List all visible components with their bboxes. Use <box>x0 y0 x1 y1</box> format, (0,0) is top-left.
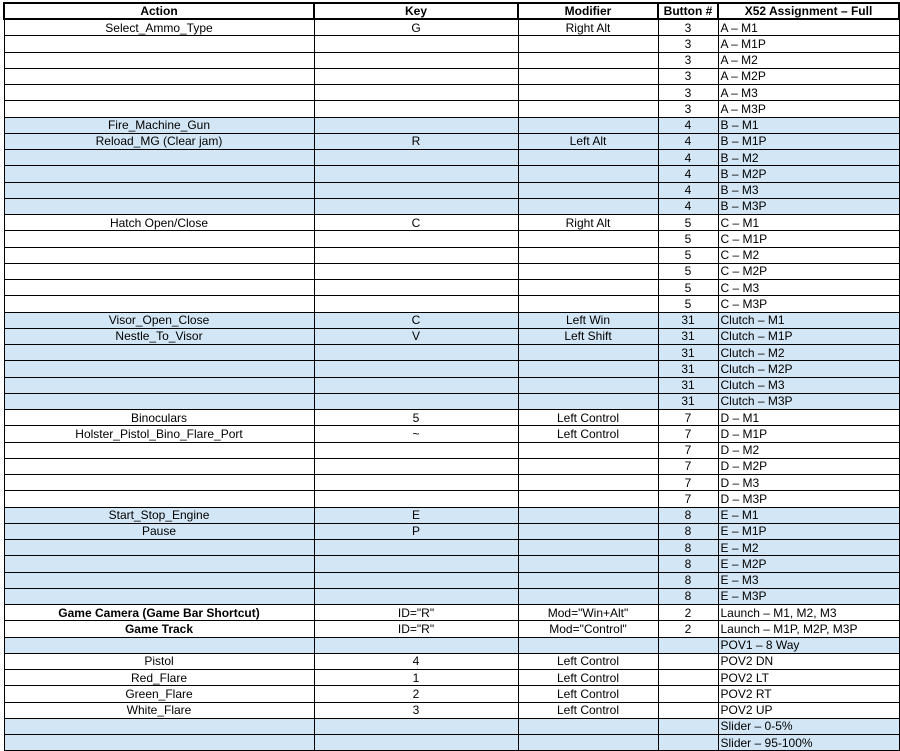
table-row <box>4 85 899 101</box>
cell-x52-assignment: A – M2 <box>718 52 899 68</box>
cell-key <box>314 556 518 572</box>
cell-x52-assignment: B – M2 <box>718 150 899 166</box>
cell-button-number: 3 <box>658 19 718 36</box>
cell-modifier <box>518 507 658 523</box>
table-row <box>4 410 899 426</box>
table-row <box>4 475 899 491</box>
cell-key <box>314 718 518 734</box>
cell-x52-assignment: C – M2 <box>718 247 899 263</box>
cell-modifier <box>518 442 658 458</box>
table-row <box>4 718 899 734</box>
cell-x52-assignment: POV1 – 8 Way <box>718 637 899 653</box>
cell-action <box>4 442 314 458</box>
cell-modifier: Left Control <box>518 702 658 718</box>
cell-action <box>4 296 314 312</box>
cell-x52-assignment: C – M2P <box>718 263 899 279</box>
cell-key: V <box>314 328 518 344</box>
table-row <box>4 507 899 523</box>
cell-modifier <box>518 231 658 247</box>
cell-button-number: 31 <box>658 312 718 328</box>
cell-modifier <box>518 572 658 588</box>
table-row <box>4 377 899 393</box>
cell-button-number: 3 <box>658 36 718 52</box>
cell-x52-assignment: C – M1P <box>718 231 899 247</box>
header-modifier: Modifier <box>518 3 658 19</box>
header-row <box>4 3 899 19</box>
header-key: Key <box>314 3 518 19</box>
cell-x52-assignment: B – M1P <box>718 133 899 149</box>
cell-x52-assignment: E – M3P <box>718 588 899 604</box>
table-row <box>4 686 899 702</box>
cell-key <box>314 231 518 247</box>
cell-modifier: Left Shift <box>518 328 658 344</box>
cell-key <box>314 36 518 52</box>
table-row <box>4 263 899 279</box>
cell-x52-assignment: D – M1P <box>718 426 899 442</box>
cell-modifier <box>518 393 658 409</box>
cell-action <box>4 718 314 734</box>
cell-x52-assignment: C – M3 <box>718 280 899 296</box>
cell-action: Select_Ammo_Type <box>4 19 314 36</box>
table-row <box>4 523 899 539</box>
cell-action <box>4 85 314 101</box>
table-row <box>4 702 899 718</box>
cell-x52-assignment: Clutch – M2 <box>718 345 899 361</box>
cell-button-number: 8 <box>658 507 718 523</box>
cell-action: Start_Stop_Engine <box>4 507 314 523</box>
cell-modifier <box>518 198 658 214</box>
table-row <box>4 328 899 344</box>
cell-x52-assignment: Slider – 95-100% <box>718 735 899 751</box>
table-row <box>4 182 899 198</box>
cell-modifier <box>518 637 658 653</box>
cell-action: Pistol <box>4 653 314 669</box>
cell-key <box>314 475 518 491</box>
cell-modifier <box>518 540 658 556</box>
cell-modifier <box>518 491 658 507</box>
cell-key: 2 <box>314 686 518 702</box>
cell-key <box>314 572 518 588</box>
table-row <box>4 19 899 36</box>
table-row <box>4 150 899 166</box>
cell-button-number: 5 <box>658 280 718 296</box>
cell-action: Reload_MG (Clear jam) <box>4 133 314 149</box>
cell-modifier: Mod="Win+Alt" <box>518 605 658 621</box>
cell-modifier <box>518 117 658 133</box>
cell-key: G <box>314 19 518 36</box>
cell-key <box>314 101 518 117</box>
table-row <box>4 621 899 637</box>
table-row <box>4 36 899 52</box>
table-row <box>4 52 899 68</box>
cell-button-number <box>658 637 718 653</box>
cell-button-number: 7 <box>658 442 718 458</box>
cell-action <box>4 198 314 214</box>
cell-action: White_Flare <box>4 702 314 718</box>
table-row <box>4 101 899 117</box>
cell-button-number: 2 <box>658 621 718 637</box>
cell-action: Green_Flare <box>4 686 314 702</box>
cell-x52-assignment: D – M3P <box>718 491 899 507</box>
table-row <box>4 133 899 149</box>
cell-modifier <box>518 556 658 572</box>
cell-modifier: Left Win <box>518 312 658 328</box>
cell-x52-assignment: E – M2 <box>718 540 899 556</box>
cell-action <box>4 588 314 604</box>
table-row <box>4 540 899 556</box>
cell-modifier <box>518 718 658 734</box>
cell-key <box>314 150 518 166</box>
cell-action <box>4 263 314 279</box>
cell-action <box>4 36 314 52</box>
cell-button-number <box>658 670 718 686</box>
cell-button-number: 4 <box>658 133 718 149</box>
cell-button-number: 4 <box>658 117 718 133</box>
cell-action <box>4 231 314 247</box>
table-row <box>4 247 899 263</box>
cell-x52-assignment: D – M1 <box>718 410 899 426</box>
header-x52-assignment: X52 Assignment – Full <box>718 3 899 19</box>
cell-x52-assignment: B – M2P <box>718 166 899 182</box>
cell-x52-assignment: A – M1 <box>718 19 899 36</box>
cell-button-number: 31 <box>658 328 718 344</box>
table-row <box>4 653 899 669</box>
cell-action <box>4 556 314 572</box>
cell-button-number: 7 <box>658 458 718 474</box>
cell-x52-assignment: POV2 DN <box>718 653 899 669</box>
cell-button-number: 8 <box>658 588 718 604</box>
cell-x52-assignment: POV2 RT <box>718 686 899 702</box>
cell-key: 5 <box>314 410 518 426</box>
cell-button-number: 3 <box>658 52 718 68</box>
cell-key: 4 <box>314 653 518 669</box>
cell-x52-assignment: POV2 UP <box>718 702 899 718</box>
cell-button-number: 5 <box>658 215 718 231</box>
cell-x52-assignment: Slider – 0-5% <box>718 718 899 734</box>
cell-modifier <box>518 182 658 198</box>
cell-button-number: 31 <box>658 377 718 393</box>
table-row <box>4 117 899 133</box>
cell-action: Binoculars <box>4 410 314 426</box>
cell-button-number: 4 <box>658 198 718 214</box>
cell-action <box>4 458 314 474</box>
cell-modifier <box>518 247 658 263</box>
cell-key: 1 <box>314 670 518 686</box>
cell-modifier: Mod="Control" <box>518 621 658 637</box>
key-binding-table <box>3 2 900 751</box>
cell-modifier <box>518 150 658 166</box>
cell-key <box>314 52 518 68</box>
cell-action: Hatch Open/Close <box>4 215 314 231</box>
cell-x52-assignment: C – M3P <box>718 296 899 312</box>
cell-button-number: 5 <box>658 296 718 312</box>
table-row <box>4 215 899 231</box>
cell-button-number <box>658 702 718 718</box>
cell-modifier <box>518 101 658 117</box>
cell-key <box>314 280 518 296</box>
cell-key: P <box>314 523 518 539</box>
table-row <box>4 556 899 572</box>
table-row <box>4 280 899 296</box>
header-button-number: Button # <box>658 3 718 19</box>
cell-button-number: 3 <box>658 85 718 101</box>
table-row <box>4 166 899 182</box>
cell-button-number: 31 <box>658 345 718 361</box>
table-row <box>4 345 899 361</box>
cell-button-number: 8 <box>658 523 718 539</box>
cell-modifier <box>518 85 658 101</box>
cell-x52-assignment: E – M1P <box>718 523 899 539</box>
cell-key: E <box>314 507 518 523</box>
cell-key: C <box>314 215 518 231</box>
cell-action <box>4 247 314 263</box>
table-row <box>4 231 899 247</box>
cell-key <box>314 182 518 198</box>
cell-x52-assignment: Launch – M1P, M2P, M3P <box>718 621 899 637</box>
cell-action <box>4 637 314 653</box>
cell-key <box>314 85 518 101</box>
cell-button-number <box>658 718 718 734</box>
cell-key: C <box>314 312 518 328</box>
cell-key: ID="R" <box>314 605 518 621</box>
cell-key <box>314 117 518 133</box>
cell-action: Red_Flare <box>4 670 314 686</box>
cell-x52-assignment: D – M2 <box>718 442 899 458</box>
cell-x52-assignment: B – M3 <box>718 182 899 198</box>
table-body <box>4 19 899 751</box>
cell-action <box>4 475 314 491</box>
cell-action <box>4 491 314 507</box>
cell-key <box>314 166 518 182</box>
table-row <box>4 296 899 312</box>
cell-modifier: Left Control <box>518 410 658 426</box>
cell-modifier: Left Control <box>518 426 658 442</box>
cell-button-number: 4 <box>658 150 718 166</box>
cell-button-number: 8 <box>658 572 718 588</box>
cell-button-number: 31 <box>658 393 718 409</box>
cell-modifier <box>518 361 658 377</box>
cell-action <box>4 280 314 296</box>
cell-action <box>4 361 314 377</box>
cell-action <box>4 101 314 117</box>
cell-modifier <box>518 36 658 52</box>
cell-key: ~ <box>314 426 518 442</box>
cell-action <box>4 52 314 68</box>
cell-x52-assignment: E – M3 <box>718 572 899 588</box>
cell-x52-assignment: C – M1 <box>718 215 899 231</box>
table-row <box>4 426 899 442</box>
table-row <box>4 68 899 84</box>
cell-button-number: 4 <box>658 166 718 182</box>
cell-action: Pause <box>4 523 314 539</box>
cell-x52-assignment: Clutch – M1P <box>718 328 899 344</box>
cell-button-number: 8 <box>658 540 718 556</box>
cell-x52-assignment: E – M2P <box>718 556 899 572</box>
cell-key <box>314 296 518 312</box>
cell-button-number: 7 <box>658 410 718 426</box>
cell-action: Holster_Pistol_Bino_Flare_Port <box>4 426 314 442</box>
cell-key <box>314 263 518 279</box>
cell-modifier: Right Alt <box>518 19 658 36</box>
cell-action: Nestle_To_Visor <box>4 328 314 344</box>
cell-key <box>314 735 518 751</box>
cell-key <box>314 198 518 214</box>
cell-action <box>4 377 314 393</box>
cell-x52-assignment: A – M2P <box>718 68 899 84</box>
cell-action <box>4 166 314 182</box>
cell-key <box>314 588 518 604</box>
cell-key <box>314 247 518 263</box>
cell-button-number <box>658 653 718 669</box>
cell-modifier <box>518 735 658 751</box>
cell-button-number: 5 <box>658 263 718 279</box>
cell-key <box>314 442 518 458</box>
cell-key <box>314 540 518 556</box>
table-row <box>4 670 899 686</box>
cell-modifier: Left Control <box>518 686 658 702</box>
header-action: Action <box>4 3 314 19</box>
cell-key <box>314 377 518 393</box>
table-row <box>4 572 899 588</box>
cell-x52-assignment: E – M1 <box>718 507 899 523</box>
cell-button-number <box>658 735 718 751</box>
table-row <box>4 198 899 214</box>
cell-x52-assignment: D – M3 <box>718 475 899 491</box>
cell-modifier <box>518 458 658 474</box>
table-row <box>4 393 899 409</box>
cell-x52-assignment: Clutch – M3 <box>718 377 899 393</box>
cell-modifier <box>518 588 658 604</box>
table-row <box>4 312 899 328</box>
cell-key <box>314 637 518 653</box>
cell-action <box>4 345 314 361</box>
table-row <box>4 442 899 458</box>
cell-x52-assignment: D – M2P <box>718 458 899 474</box>
cell-x52-assignment: A – M3P <box>718 101 899 117</box>
cell-button-number: 7 <box>658 475 718 491</box>
cell-x52-assignment: A – M3 <box>718 85 899 101</box>
cell-x52-assignment: B – M3P <box>718 198 899 214</box>
cell-x52-assignment: B – M1 <box>718 117 899 133</box>
cell-button-number: 7 <box>658 426 718 442</box>
cell-button-number: 8 <box>658 556 718 572</box>
cell-action <box>4 735 314 751</box>
cell-key <box>314 361 518 377</box>
cell-modifier: Right Alt <box>518 215 658 231</box>
cell-modifier <box>518 296 658 312</box>
table-row <box>4 735 899 751</box>
cell-modifier <box>518 280 658 296</box>
cell-key <box>314 68 518 84</box>
cell-action <box>4 572 314 588</box>
cell-button-number: 5 <box>658 247 718 263</box>
cell-button-number: 5 <box>658 231 718 247</box>
cell-modifier <box>518 166 658 182</box>
cell-button-number: 2 <box>658 605 718 621</box>
cell-x52-assignment: POV2 LT <box>718 670 899 686</box>
cell-x52-assignment: Clutch – M2P <box>718 361 899 377</box>
cell-button-number: 4 <box>658 182 718 198</box>
cell-action: Fire_Machine_Gun <box>4 117 314 133</box>
table-row <box>4 588 899 604</box>
cell-action <box>4 540 314 556</box>
cell-modifier <box>518 475 658 491</box>
cell-modifier: Left Control <box>518 653 658 669</box>
cell-modifier <box>518 52 658 68</box>
cell-key <box>314 491 518 507</box>
cell-action: Game Camera (Game Bar Shortcut) <box>4 605 314 621</box>
table-row <box>4 637 899 653</box>
cell-key <box>314 345 518 361</box>
cell-modifier: Left Alt <box>518 133 658 149</box>
cell-action <box>4 150 314 166</box>
cell-key <box>314 393 518 409</box>
cell-action <box>4 393 314 409</box>
table-row <box>4 458 899 474</box>
cell-action <box>4 68 314 84</box>
cell-action: Game Track <box>4 621 314 637</box>
cell-button-number: 7 <box>658 491 718 507</box>
cell-modifier <box>518 68 658 84</box>
cell-button-number: 3 <box>658 101 718 117</box>
cell-button-number: 31 <box>658 361 718 377</box>
cell-key: ID="R" <box>314 621 518 637</box>
cell-action: Visor_Open_Close <box>4 312 314 328</box>
cell-key: 3 <box>314 702 518 718</box>
cell-button-number <box>658 686 718 702</box>
cell-key: R <box>314 133 518 149</box>
cell-modifier <box>518 345 658 361</box>
cell-modifier <box>518 523 658 539</box>
cell-x52-assignment: Launch – M1, M2, M3 <box>718 605 899 621</box>
cell-button-number: 3 <box>658 68 718 84</box>
cell-action <box>4 182 314 198</box>
cell-key <box>314 458 518 474</box>
cell-modifier <box>518 377 658 393</box>
cell-modifier: Left Control <box>518 670 658 686</box>
cell-x52-assignment: A – M1P <box>718 36 899 52</box>
table-row <box>4 605 899 621</box>
table-row <box>4 491 899 507</box>
cell-x52-assignment: Clutch – M3P <box>718 393 899 409</box>
cell-x52-assignment: Clutch – M1 <box>718 312 899 328</box>
cell-modifier <box>518 263 658 279</box>
table-row <box>4 361 899 377</box>
